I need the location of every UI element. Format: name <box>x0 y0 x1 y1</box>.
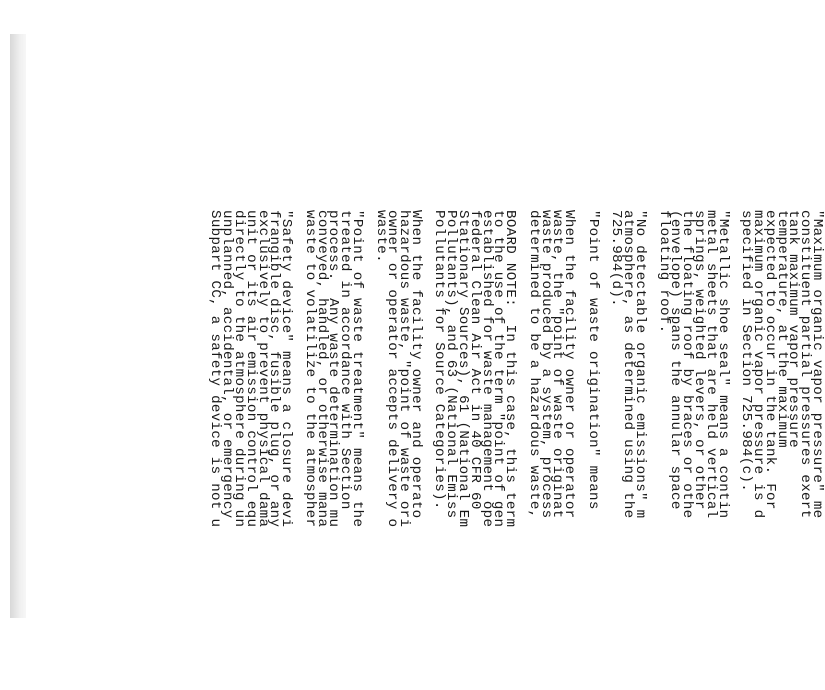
document-paragraph <box>525 210 578 690</box>
text-line: "Point of waste origination" means <box>584 210 601 510</box>
text-line: temperature, at the maximum <box>773 210 790 448</box>
text-line: "Point of waste treatment" means the <box>348 210 365 528</box>
text-line: federal Clean Air Act in 40 CFR 60 <box>466 210 483 510</box>
document-paragraph <box>372 210 424 690</box>
text-line: unplanned, accidental, or emergency <box>219 210 236 519</box>
text-line: "No detectable organic emissions" m <box>632 210 649 519</box>
text-line: conveyed, handled, or otherwise mana <box>313 210 330 528</box>
text-line: "Maximum organic vapor pressure" me <box>809 210 825 519</box>
text-line: BOARD NOTE: In this case, this term <box>502 210 519 528</box>
document-paragraph <box>608 210 649 690</box>
document-paragraph <box>738 210 825 690</box>
page-edge-shadow <box>10 34 26 618</box>
document-paragraph <box>301 210 365 690</box>
text-line: When the facility owner or operator <box>561 210 578 519</box>
text-line: tank maximum vapor pressure <box>785 210 802 448</box>
document-paragraph <box>655 210 731 690</box>
text-line: process. Any waste determination mu <box>325 210 342 528</box>
text-line: "Safety device" means a closure devi <box>278 210 295 528</box>
document-paragraph <box>431 210 519 690</box>
text-line: waste to volatilize to the atmospher <box>301 210 318 528</box>
document-paragraph <box>207 210 295 690</box>
text-line: exclusively to prevent physical dama <box>254 210 271 528</box>
text-line: floating roof. <box>655 210 672 334</box>
text-line: waste, the "point of waste originat <box>549 210 566 519</box>
text-line: unit or its air emission control equ <box>242 210 259 528</box>
text-line: springs, weighted levers, or other <box>691 210 708 510</box>
text-line: the floating roof by braces or othe <box>679 210 696 519</box>
text-line: established for waste management ope <box>478 210 495 528</box>
text-line: "Metallic shoe seal" means a contin <box>714 210 731 519</box>
text-line: Stationary Sources), 61 (National Em <box>455 210 472 528</box>
text-line: determined to be a hazardous waste, <box>525 210 542 519</box>
rotated-document-text <box>142 210 825 690</box>
text-line: frangible disc, fusible plug, or any <box>266 210 283 528</box>
text-line: 725.984(d). <box>608 210 625 307</box>
text-line: constituent partial pressures exert <box>797 210 814 519</box>
document-page <box>26 34 825 618</box>
text-line: waste. <box>372 210 389 263</box>
document-paragraph <box>584 210 601 690</box>
text-line: directly to the atmosphere during un <box>230 210 247 528</box>
text-line: atmosphere, as determined using the <box>620 210 637 519</box>
text-line: metal sheets that are held vertical <box>702 210 719 519</box>
text-line: specified in Section 725.984(c). <box>738 210 755 493</box>
text-line: When the facility owner and operato <box>407 210 424 519</box>
text-line: maximum organic vapor pressure is d <box>750 210 767 519</box>
text-line: expected to occur in the tank. For <box>761 210 778 510</box>
text-line: Pollutants), and 63 (National Emiss <box>443 210 460 519</box>
text-line: treated in accordance with Section <box>337 210 354 510</box>
text-line: to the use of the term "point of gen <box>490 210 507 528</box>
text-line: owner or operator accepts delivery o <box>384 210 401 528</box>
text-line: hazardous waste, "point of waste ori <box>396 210 413 528</box>
text-line: (envelope) spans the annular space <box>667 210 684 510</box>
text-line: waste produced by a system, process <box>537 210 554 519</box>
text-line: Pollutants for Source Categories). <box>431 210 448 510</box>
text-line: Subpart CC, a safety device is not u <box>207 210 224 528</box>
